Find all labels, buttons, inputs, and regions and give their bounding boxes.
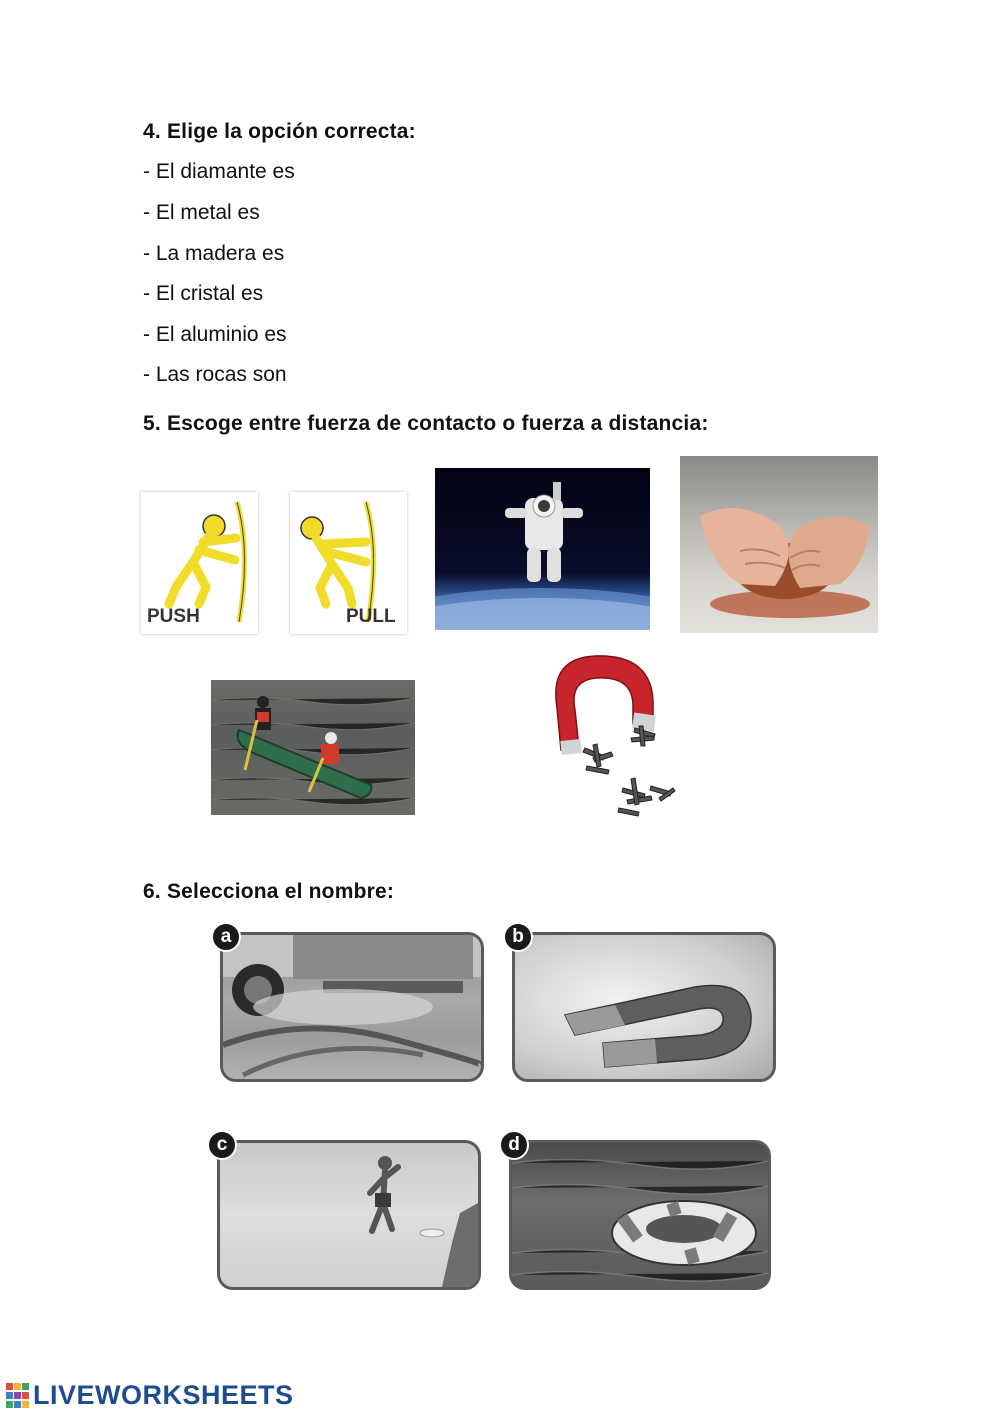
section-5-heading: 5. Escoge entre fuerza de contacto o fuerza a distancia: xyxy=(143,412,709,435)
clay-hands-image xyxy=(680,456,878,633)
life-ring-image xyxy=(509,1140,771,1290)
list-item: - Las rocas son xyxy=(143,363,287,386)
gray-magnet-image xyxy=(512,932,776,1082)
jumping-man-image xyxy=(217,1140,481,1290)
badge-c: c xyxy=(207,1130,237,1160)
list-item: - El aluminio es xyxy=(143,323,287,346)
list-item: - La madera es xyxy=(143,242,285,265)
brand-name: LIVEWORKSHEETS xyxy=(33,1380,294,1410)
badge-d: d xyxy=(499,1130,529,1160)
push-label: PUSH xyxy=(147,606,200,627)
push-image xyxy=(141,492,258,634)
section-6-heading: 6. Selecciona el nombre: xyxy=(143,880,395,903)
truck-image xyxy=(220,932,484,1082)
badge-b: b xyxy=(503,922,533,952)
section-4-heading: 4. Elige la opción correcta: xyxy=(143,120,416,143)
list-item: - El cristal es xyxy=(143,282,264,305)
logo-blocks-icon xyxy=(6,1383,30,1409)
list-item: - El diamante es xyxy=(143,160,295,183)
list-item: - El metal es xyxy=(143,201,260,224)
canoe-image xyxy=(211,680,415,815)
pull-image xyxy=(290,492,407,634)
badge-a: a xyxy=(211,922,241,952)
magnet-screws-image xyxy=(535,648,705,828)
astronaut-image xyxy=(435,468,650,630)
liveworksheets-logo xyxy=(6,1380,294,1411)
pull-label: PULL xyxy=(346,606,396,627)
